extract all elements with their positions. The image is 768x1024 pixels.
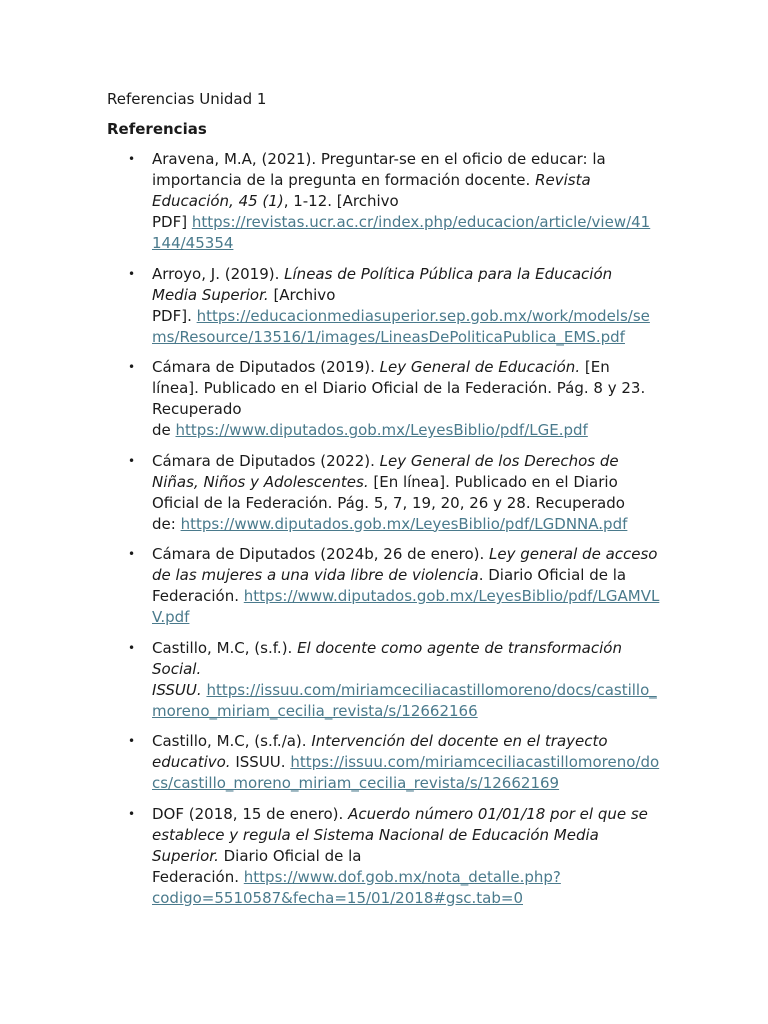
reference-line	[152, 233, 662, 254]
reference-link[interactable]: https://www.diputados.gob.mx/LeyesBiblio/pdf/LGE.pdf	[175, 421, 588, 439]
reference-text: [En línea]. Publicado en el Diario	[368, 472, 618, 491]
reference-line	[152, 306, 662, 327]
reference-text: [Archivo	[268, 285, 336, 304]
reference-link[interactable]: V.pdf	[152, 608, 190, 626]
reference-text: Cámara de Diputados (2019).	[152, 358, 380, 376]
reference-line	[152, 493, 662, 514]
reference-text: de	[152, 421, 176, 439]
bullet-icon: •	[128, 806, 136, 821]
reference-line	[152, 472, 662, 493]
bullet-icon: •	[128, 453, 136, 468]
reference-line	[152, 731, 662, 752]
reference-title-text: Ley General de Educación.	[379, 358, 581, 376]
reference-link[interactable]: ms/Resource/13516/1/images/LineasDePoliticaPublica_EMS.pdf	[152, 327, 625, 346]
reference-item	[107, 451, 662, 535]
reference-line	[152, 399, 662, 420]
reference-title-text: Superior.	[152, 846, 219, 865]
reference-item	[107, 264, 662, 348]
reference-item	[107, 731, 662, 794]
reference-text: Cámara de Diputados (2024b, 26 de enero).	[152, 545, 490, 563]
reference-title-text: de las mujeres a una vida libre de violencia	[152, 566, 479, 584]
bullet-icon: •	[128, 360, 136, 374]
reference-title-text: Revista	[535, 171, 591, 189]
reference-line	[152, 825, 662, 846]
reference-line	[152, 638, 662, 659]
reference-line	[152, 212, 662, 233]
reference-link[interactable]: https://issuu.com/miriamceciliacastillomoreno/do	[290, 753, 660, 771]
reference-title-text: ISSUU.	[152, 680, 202, 699]
bullet-icon: •	[128, 266, 136, 281]
reference-link[interactable]: cs/castillo_moreno_miriam_cecilia_revista/s/12662169	[152, 774, 560, 792]
reference-text: Castillo, M.C, (s.f./a).	[152, 732, 312, 750]
reference-line	[152, 659, 662, 680]
reference-text: ISSUU.	[230, 753, 291, 771]
reference-title-text: Media Superior.	[152, 285, 269, 304]
reference-item	[107, 638, 662, 722]
reference-line	[152, 191, 662, 212]
reference-title-text: establece y regula el Sistema Nacional de Educación Media	[152, 825, 599, 844]
reference-line	[152, 264, 662, 285]
reference-text: . Diario Oficial de la	[478, 566, 627, 584]
reference-title-text: Ley General de los Derechos de	[379, 451, 619, 470]
reference-text: Federación.	[152, 867, 244, 886]
reference-title-text: educativo.	[152, 753, 231, 771]
reference-title-text: Intervención del docente en el trayecto	[311, 732, 608, 750]
section-heading: Referencias	[107, 120, 207, 138]
reference-line	[152, 867, 662, 888]
reference-line	[152, 752, 662, 773]
reference-link[interactable]: moreno_miriam_cecilia_revista/s/12662166	[152, 701, 478, 720]
reference-title-text: Niñas, Niños y Adolescentes.	[152, 472, 369, 491]
reference-text: Aravena, M.A, (2021). Preguntar-se en el oficio de educar: la	[152, 150, 606, 168]
reference-link[interactable]: https://issuu.com/miriamceciliacastillomoreno/docs/castillo_	[206, 680, 657, 699]
reference-line	[152, 149, 662, 170]
reference-title-text: El docente como agente de transformación	[297, 638, 622, 657]
reference-title-text: Educación, 45 (1)	[152, 192, 284, 210]
reference-line	[152, 888, 662, 909]
reference-line	[152, 846, 662, 867]
reference-item	[107, 804, 662, 909]
reference-line	[152, 420, 662, 441]
reference-text: Oficial de la Federación. Pág. 5, 7, 19, 20, 26 y 28. Recuperado	[152, 493, 625, 512]
reference-text: importancia de la pregunta en formación docente.	[152, 171, 536, 189]
reference-line	[152, 451, 662, 472]
reference-line	[152, 773, 662, 794]
reference-title-text: Ley general de acceso	[489, 545, 658, 563]
reference-line	[152, 170, 662, 191]
reference-link[interactable]: codigo=5510587&fecha=15/01/2018#gsc.tab=0	[152, 888, 523, 907]
reference-line	[152, 378, 662, 399]
reference-text: PDF]	[152, 213, 192, 231]
reference-title-text: Líneas de Política Pública para la Educación	[284, 264, 613, 283]
reference-item	[107, 357, 662, 441]
reference-text: Recuperado	[152, 400, 242, 418]
reference-text: Castillo, M.C, (s.f.).	[152, 638, 298, 657]
reference-line	[152, 804, 662, 825]
reference-line	[152, 357, 662, 378]
reference-text: DOF (2018, 15 de enero).	[152, 804, 349, 823]
reference-line	[152, 586, 662, 607]
reference-text: Arroyo, J. (2019).	[152, 264, 285, 283]
reference-text: Federación.	[152, 587, 244, 605]
bullet-icon: •	[128, 734, 136, 748]
reference-text: PDF].	[152, 306, 197, 325]
reference-link[interactable]: https://www.dof.gob.mx/nota_detalle.php?	[243, 867, 561, 886]
reference-text: de:	[152, 514, 181, 533]
reference-text: Cámara de Diputados (2022).	[152, 451, 380, 470]
bullet-icon: •	[128, 640, 136, 655]
reference-text: Diario Oficial de la	[218, 846, 362, 865]
reference-item	[107, 149, 662, 254]
bullet-icon: •	[128, 547, 136, 561]
reference-text: línea]. Publicado en el Diario Oficial de la Federación. Pág. 8 y 23.	[152, 379, 646, 397]
document-title: Referencias Unidad 1	[107, 90, 267, 108]
reference-title-text: Acuerdo número 01/01/18 por el que se	[348, 804, 648, 823]
reference-line	[152, 544, 662, 565]
reference-link[interactable]: https://educacionmediasuperior.sep.gob.mx/work/models/se	[196, 306, 650, 325]
reference-link[interactable]: https://revistas.ucr.ac.cr/index.php/educacion/article/view/41	[191, 213, 651, 231]
reference-text: , 1-12. [Archivo	[283, 192, 399, 210]
reference-list	[107, 149, 662, 909]
reference-item	[107, 544, 662, 628]
reference-link[interactable]: 144/45354	[152, 234, 234, 252]
reference-line	[152, 565, 662, 586]
reference-link[interactable]: https://www.diputados.gob.mx/LeyesBiblio/pdf/LGDNNA.pdf	[180, 514, 628, 533]
reference-link[interactable]: https://www.diputados.gob.mx/LeyesBiblio/pdf/LGAMVL	[243, 587, 660, 605]
reference-line	[152, 607, 662, 628]
reference-line	[152, 514, 662, 535]
reference-line	[152, 701, 662, 722]
reference-text: [En	[580, 358, 610, 376]
reference-title-text: Social.	[152, 659, 202, 678]
reference-line	[152, 680, 662, 701]
reference-line	[152, 285, 662, 306]
reference-line	[152, 327, 662, 348]
bullet-icon: •	[128, 152, 136, 166]
